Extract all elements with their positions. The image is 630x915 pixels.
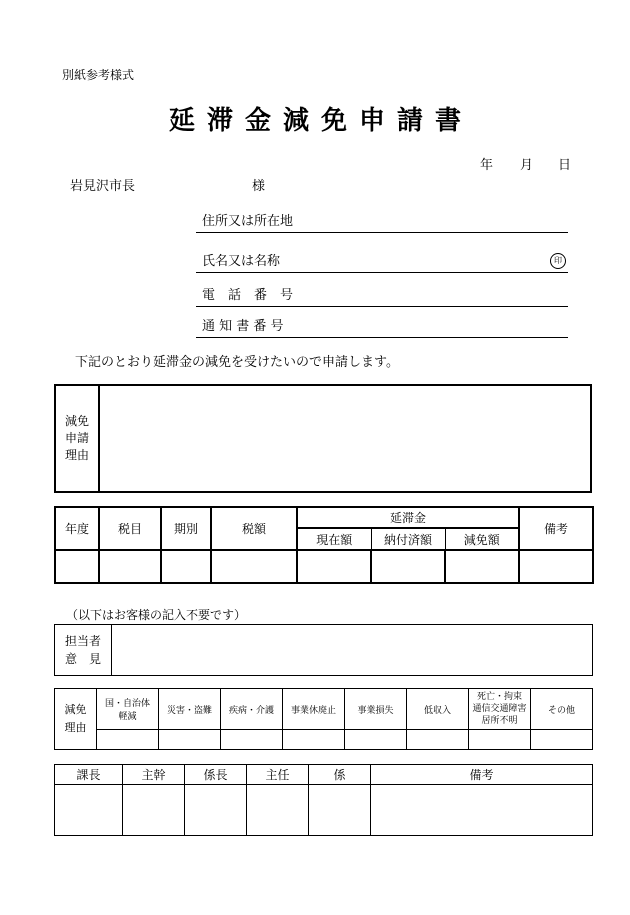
cell-tax-item[interactable]: [99, 550, 161, 583]
col-paid-amount: 納付済額: [371, 528, 445, 550]
reason-table: [54, 384, 592, 493]
reason-label: 減免 申請 理由: [55, 385, 99, 492]
reason-option-government: 国・自治体 軽減: [97, 689, 159, 730]
tax-table: [54, 506, 594, 584]
phone-label: 電 話 番 号: [202, 288, 294, 303]
role-staff: 係: [309, 765, 371, 785]
table-row: [55, 550, 593, 583]
reason-check-business-closure[interactable]: [283, 730, 345, 750]
reason-check-government[interactable]: [97, 730, 159, 750]
stamp-senior-staff[interactable]: [247, 785, 309, 836]
stamp-unit-chief[interactable]: [185, 785, 247, 836]
name-label: 氏名又は名称: [202, 254, 281, 269]
col-reduction-amount: 減免額: [445, 528, 519, 550]
reason-check-other[interactable]: [531, 730, 593, 750]
reason-category-label: 減免 理由: [55, 689, 97, 750]
form-title: 延滞金減免申請書: [168, 106, 473, 136]
staff-opinion-table: [54, 624, 593, 676]
date-day-label: 日: [558, 158, 572, 173]
cell-remarks[interactable]: [519, 550, 593, 583]
reason-input[interactable]: [99, 385, 591, 492]
approval-remarks-label: 備考: [371, 765, 593, 785]
staff-opinion-label: 担当者 意 見: [55, 625, 112, 676]
cell-fiscal-year[interactable]: [55, 550, 99, 583]
reason-option-disaster: 災害・盗難: [159, 689, 221, 730]
date-year-label: 年: [480, 158, 494, 173]
reason-option-low-income: 低収入: [407, 689, 469, 730]
date-month-label: 月: [520, 158, 534, 173]
reference-form-label: 別紙参考様式: [62, 68, 135, 82]
table-row: [55, 730, 593, 750]
staff-opinion-input[interactable]: [112, 625, 593, 676]
reason-category-table: [54, 688, 593, 750]
col-fiscal-year: 年度: [55, 507, 99, 550]
cell-current-amount[interactable]: [297, 550, 371, 583]
table-row: [55, 785, 593, 836]
reason-option-business-closure: 事業休廃止: [283, 689, 345, 730]
col-delinquency-group: 延滞金: [297, 507, 519, 528]
stamp-staff[interactable]: [309, 785, 371, 836]
notice-number-field[interactable]: [196, 315, 568, 338]
col-remarks: 備考: [519, 507, 593, 550]
cell-reduction-amount[interactable]: [445, 550, 519, 583]
cell-period[interactable]: [161, 550, 211, 583]
col-current-amount: 現在額: [297, 528, 371, 550]
reason-option-other: その他: [531, 689, 593, 730]
reason-option-death: 死亡・拘束 通信交通障害 居所不明: [469, 689, 531, 730]
col-tax-item: 税目: [99, 507, 161, 550]
name-field[interactable]: [196, 250, 568, 273]
cell-tax-amount[interactable]: [211, 550, 297, 583]
phone-field[interactable]: [196, 284, 568, 307]
reason-option-illness: 疾病・介護: [221, 689, 283, 730]
reason-check-low-income[interactable]: [407, 730, 469, 750]
address-label: 住所又は所在地: [202, 214, 294, 229]
reason-check-illness[interactable]: [221, 730, 283, 750]
notice-number-label: 通 知 書 番 号: [202, 319, 284, 334]
reason-option-business-loss: 事業損失: [345, 689, 407, 730]
role-director: 主幹: [123, 765, 185, 785]
address-field[interactable]: [196, 210, 568, 233]
role-section-chief: 課長: [55, 765, 123, 785]
cell-paid-amount[interactable]: [371, 550, 445, 583]
col-period: 期別: [161, 507, 211, 550]
approval-remarks-input[interactable]: [371, 785, 593, 836]
addressee: 岩見沢市長: [70, 179, 136, 194]
reason-check-business-loss[interactable]: [345, 730, 407, 750]
reason-check-death[interactable]: [469, 730, 531, 750]
approval-table: [54, 764, 593, 836]
stamp-director[interactable]: [123, 785, 185, 836]
role-unit-chief: 係長: [185, 765, 247, 785]
honorific: 様: [252, 179, 266, 194]
application-statement: 下記のとおり延滞金の減免を受けたいので申請します。: [75, 355, 399, 370]
role-senior-staff: 主任: [247, 765, 309, 785]
office-use-note: （以下はお客様の記入不要です）: [66, 608, 247, 622]
seal-icon: 印: [550, 253, 566, 269]
col-tax-amount: 税額: [211, 507, 297, 550]
reason-check-disaster[interactable]: [159, 730, 221, 750]
stamp-section-chief[interactable]: [55, 785, 123, 836]
